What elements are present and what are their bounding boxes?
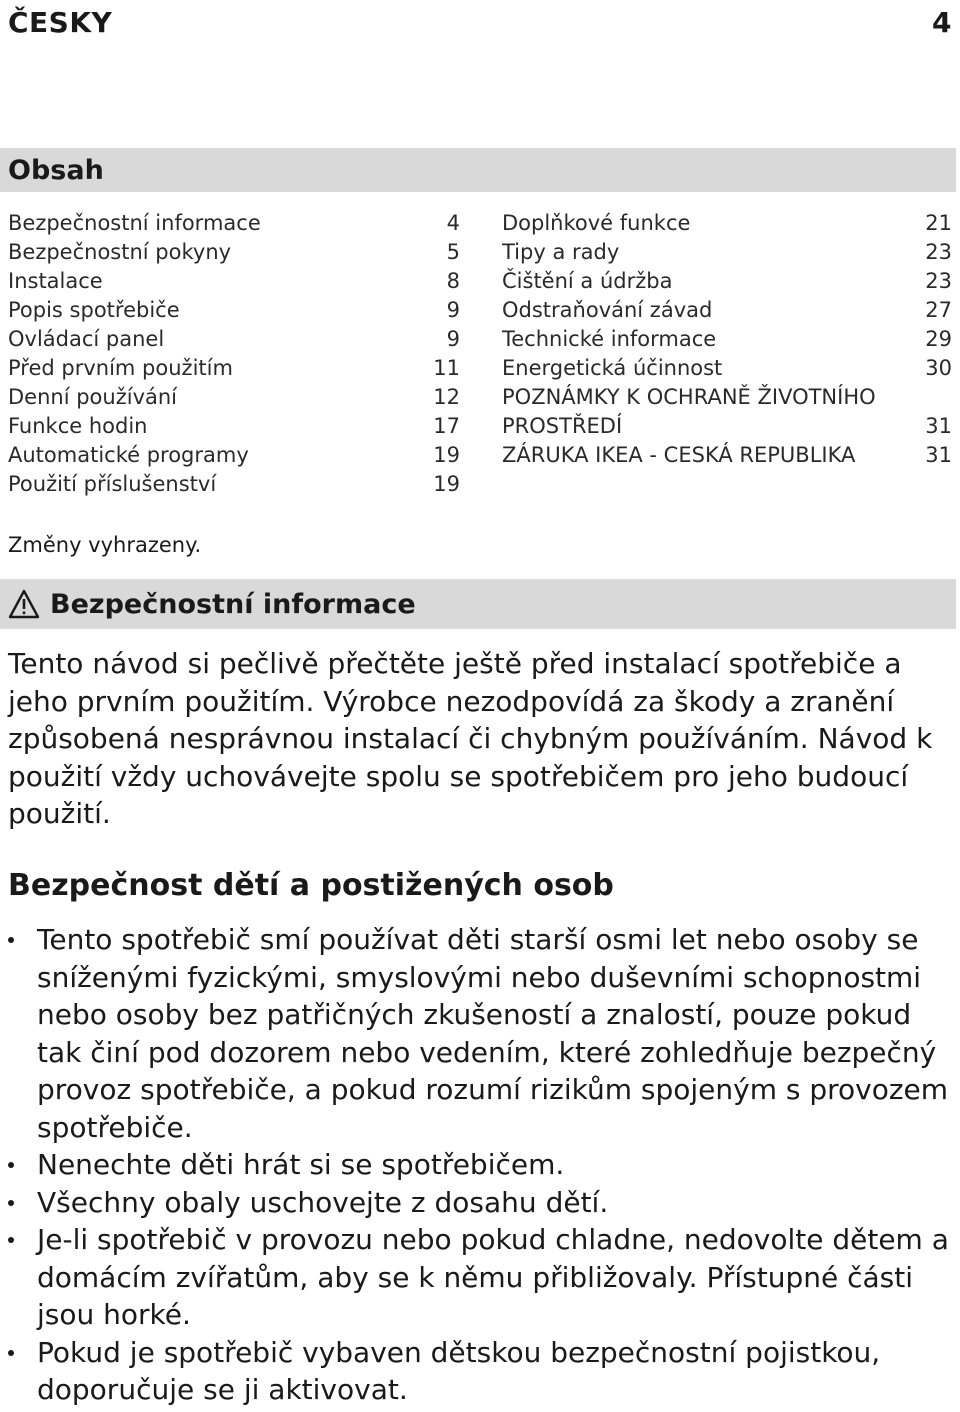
toc-entry-page: 23 bbox=[925, 269, 952, 293]
list-item-text: Tento spotřebič smí používat děti starší osmi let nebo osoby se sníženými fyzickými, smyslovými nebo duševními schopnostmi nebo osoby bez patřičných zkušeností a znalostí, pouze pokud tak činí pod dozorem nebo vedením, které zohledňuje bezpečný provoz spotřebiče, a pokud rozumí rizikům spojeným s provozem spotřebiče. bbox=[37, 923, 949, 1144]
list-item-text: Nenechte děti hrát si se spotřebičem. bbox=[37, 1148, 565, 1181]
toc-entry-label: Funkce hodin bbox=[8, 414, 148, 438]
toc-entry[interactable] bbox=[502, 441, 952, 470]
toc-entry-label: PROSTŘEDÍ bbox=[502, 414, 623, 438]
toc-entry-page: 30 bbox=[925, 356, 952, 380]
toc-entry-page: 31 bbox=[925, 443, 952, 467]
toc-entry-page: 5 bbox=[446, 240, 460, 264]
list-item-text: Je-li spotřebič v provozu nebo pokud chladne, nedovolte dětem a domácím zvířatům, aby se k němu přibližovaly. Přístupné části jsou horké. bbox=[37, 1223, 949, 1331]
toc-entry[interactable] bbox=[502, 238, 952, 267]
toc-entry[interactable] bbox=[502, 267, 952, 296]
bullet-dot-icon bbox=[8, 1200, 14, 1206]
toc-entry-label: Technické informace bbox=[502, 327, 717, 351]
toc-entry-label: Bezpečnostní informace bbox=[8, 211, 261, 235]
toc-entry-page: 27 bbox=[925, 298, 952, 322]
page-header bbox=[8, 4, 952, 40]
table-of-contents bbox=[8, 209, 952, 499]
toc-entry[interactable] bbox=[8, 325, 460, 354]
changes-note: Změny vyhrazeny. bbox=[8, 533, 202, 557]
toc-entry[interactable] bbox=[502, 325, 952, 354]
toc-entry-label: Odstraňování závad bbox=[502, 298, 713, 322]
list-item bbox=[8, 1334, 952, 1409]
toc-entry[interactable] bbox=[8, 296, 460, 325]
toc-entry[interactable] bbox=[8, 412, 460, 441]
toc-entry-page: 12 bbox=[433, 385, 460, 409]
bullet-dot-icon bbox=[8, 937, 14, 943]
toc-entry-page: 4 bbox=[446, 211, 460, 235]
safety-heading: Bezpečnostní informace bbox=[50, 588, 416, 620]
toc-entry-page: 9 bbox=[446, 298, 460, 322]
toc-entry-page: 8 bbox=[446, 269, 460, 293]
toc-entry-page: 23 bbox=[925, 240, 952, 264]
toc-entry[interactable] bbox=[8, 383, 460, 412]
toc-entry-page: 29 bbox=[925, 327, 952, 351]
toc-entry[interactable] bbox=[502, 412, 952, 441]
toc-entry-label: Použití příslušenství bbox=[8, 472, 217, 496]
toc-entry-page: 19 bbox=[433, 443, 460, 467]
toc-entry[interactable] bbox=[8, 209, 460, 238]
list-item bbox=[8, 921, 952, 1146]
toc-entry[interactable] bbox=[8, 354, 460, 383]
toc-entry-label: POZNÁMKY K OCHRANĚ ŽIVOTNÍHO bbox=[502, 385, 876, 409]
toc-entry-label: Ovládací panel bbox=[8, 327, 165, 351]
toc-entry[interactable] bbox=[8, 470, 460, 499]
child-safety-list bbox=[8, 921, 952, 1409]
bullet-dot-icon bbox=[8, 1162, 14, 1168]
toc-entry-label: Instalace bbox=[8, 269, 103, 293]
warning-triangle-icon bbox=[8, 589, 40, 619]
toc-left-column bbox=[8, 209, 460, 499]
toc-entry[interactable] bbox=[8, 441, 460, 470]
toc-entry-page: 31 bbox=[925, 414, 952, 438]
toc-entry-page: 17 bbox=[433, 414, 460, 438]
toc-entry-page: 19 bbox=[433, 472, 460, 496]
toc-entry-page: 11 bbox=[433, 356, 460, 380]
page-number: 4 bbox=[932, 5, 952, 39]
list-item-text: Pokud je spotřebič vybaven dětskou bezpečnostní pojistkou, doporučuje se ji aktivovat. bbox=[37, 1335, 881, 1406]
toc-entry-label: Energetická účinnost bbox=[502, 356, 723, 380]
toc-entry-label: Doplňkové funkce bbox=[502, 211, 691, 235]
toc-entry[interactable] bbox=[502, 383, 952, 412]
toc-entry[interactable] bbox=[8, 238, 460, 267]
contents-heading: Obsah bbox=[8, 154, 104, 186]
toc-entry[interactable] bbox=[502, 296, 952, 325]
toc-entry[interactable] bbox=[502, 354, 952, 383]
list-item-text: Všechny obaly uschovejte z dosahu dětí. bbox=[37, 1185, 609, 1219]
toc-entry-page: 21 bbox=[925, 211, 952, 235]
toc-entry-label: Popis spotřebiče bbox=[8, 298, 180, 322]
toc-entry-label: ZÁRUKA IKEA - CESKÁ REPUBLIKA bbox=[502, 443, 856, 467]
contents-heading-band bbox=[0, 148, 956, 192]
toc-right-column bbox=[502, 209, 952, 499]
toc-entry-page: 9 bbox=[446, 327, 460, 351]
language-label: ČESKY bbox=[8, 5, 113, 39]
safety-heading-band bbox=[0, 579, 956, 629]
toc-entry-label: Automatické programy bbox=[8, 443, 249, 467]
safety-intro-paragraph: Tento návod si pečlivě přečtěte ještě před instalací spotřebiče a jeho prvním použitím. Výrobce nezodpovídá za škody a zranění způsobená nesprávnou instalací či chybným používáním. Návod k použití vždy uchovávejte spolu se spotřebičem pro jeho budoucí použití. bbox=[8, 647, 933, 830]
toc-entry-label: Tipy a rady bbox=[502, 240, 620, 264]
list-item bbox=[8, 1146, 952, 1184]
toc-entry-label: Denní používání bbox=[8, 385, 178, 409]
list-item bbox=[8, 1221, 952, 1334]
child-safety-heading: Bezpečnost dětí a postižených osob bbox=[8, 868, 614, 903]
bullet-dot-icon bbox=[8, 1237, 14, 1243]
toc-entry-label: Před prvním použitím bbox=[8, 356, 233, 380]
toc-entry[interactable] bbox=[502, 209, 952, 238]
bullet-dot-icon bbox=[8, 1350, 14, 1356]
toc-entry[interactable] bbox=[8, 267, 460, 296]
toc-entry-label: Čištění a údržba bbox=[502, 269, 673, 293]
list-item bbox=[8, 1184, 952, 1222]
toc-entry-label: Bezpečnostní pokyny bbox=[8, 240, 232, 264]
